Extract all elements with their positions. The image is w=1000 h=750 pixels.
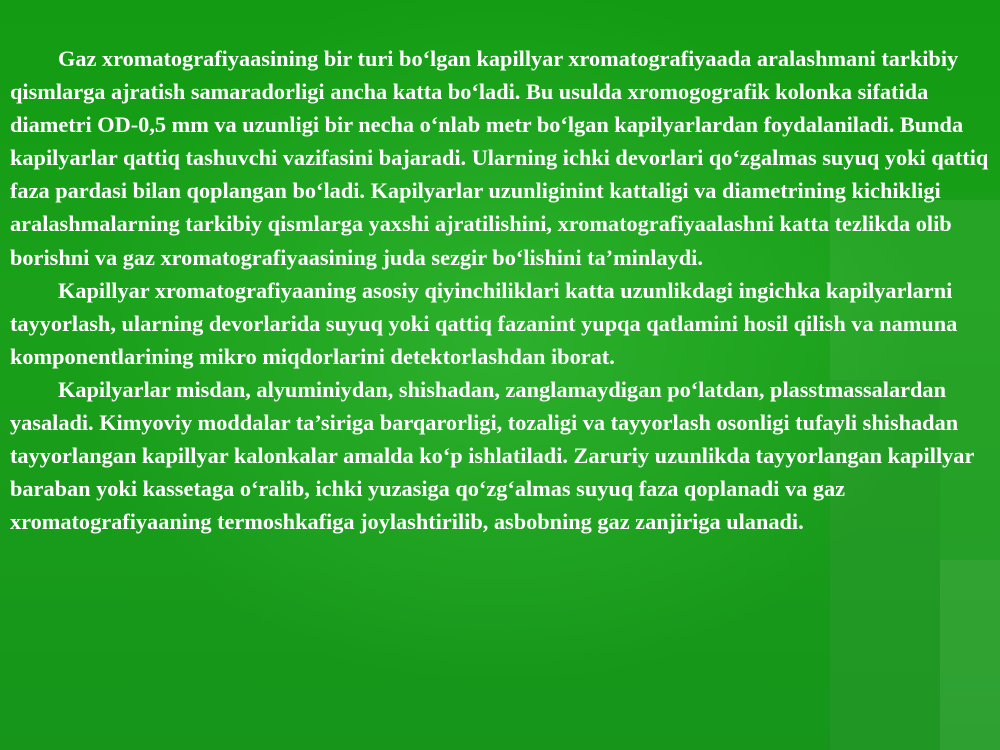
- paragraph-1: Gaz xromatografiyaasining bir turi bo‘lgan kapillyar xromatografiyaada aralashmani tarkibiy qismlarga ajratish samaradorligi ancha katta bo‘ladi. Bu usulda xromogografik kolonka sifatida diametri OD-0,5 mm va uzunligi bir necha o‘nlab metr bo‘lgan kapilyarlardan foydalaniladi. Bunda kapilyarlar qattiq tashuvchi vazifasini bajaradi. Ularning ichki devorlari qo‘zgalmas suyuq yoki qattiq faza pardasi bilan qoplangan bo‘ladi. Kapilyarlar uzunliginint kattaligi va diametrining kichikligi aralashmalarning tarkibiy qismlarga yaxshi ajratilishini, xromatografiyaalashni katta tezlikda olib borishni va gaz xromatografiyaasining juda sezgir bo‘lishini ta’minlaydi.: [10, 46, 989, 270]
- background-decoration: [940, 560, 1000, 750]
- paragraph-2: Kapillyar xromatografiyaaning asosiy qiyinchiliklari katta uzunlikdagi ingichka kapilyarlarni tayyorlash, ularning devorlarida suyuq yoki qattiq fazanint yupqa qatlamini hosil qilish va namuna komponentlarining mikro miqdorlarini detektorlashdan iborat.: [10, 277, 958, 369]
- paragraph-3: Kapilyarlar misdan, alyuminiydan, shishadan, zanglamaydigan po‘latdan, plasstmassalardan yasaladi. Kimyoviy moddalar ta’siriga barqarorligi, tozaligi va tayyorlash osonligi tufayli shishadan tayyorlangan kapillyar kalonkalar amalda ko‘p ishlatiladi. Zaruriy uzunlikda tayyorlangan kapillyar baraban yoki kassetaga o‘ralib, ichki yuzasiga qo‘zg‘almas suyuq faza qoplanadi va gaz xromatografiyaaning termoshkafiga joylashtirilib, asbobning gaz zanjiriga ulanadi.: [10, 376, 974, 535]
- slide-text-body: [10, 42, 995, 538]
